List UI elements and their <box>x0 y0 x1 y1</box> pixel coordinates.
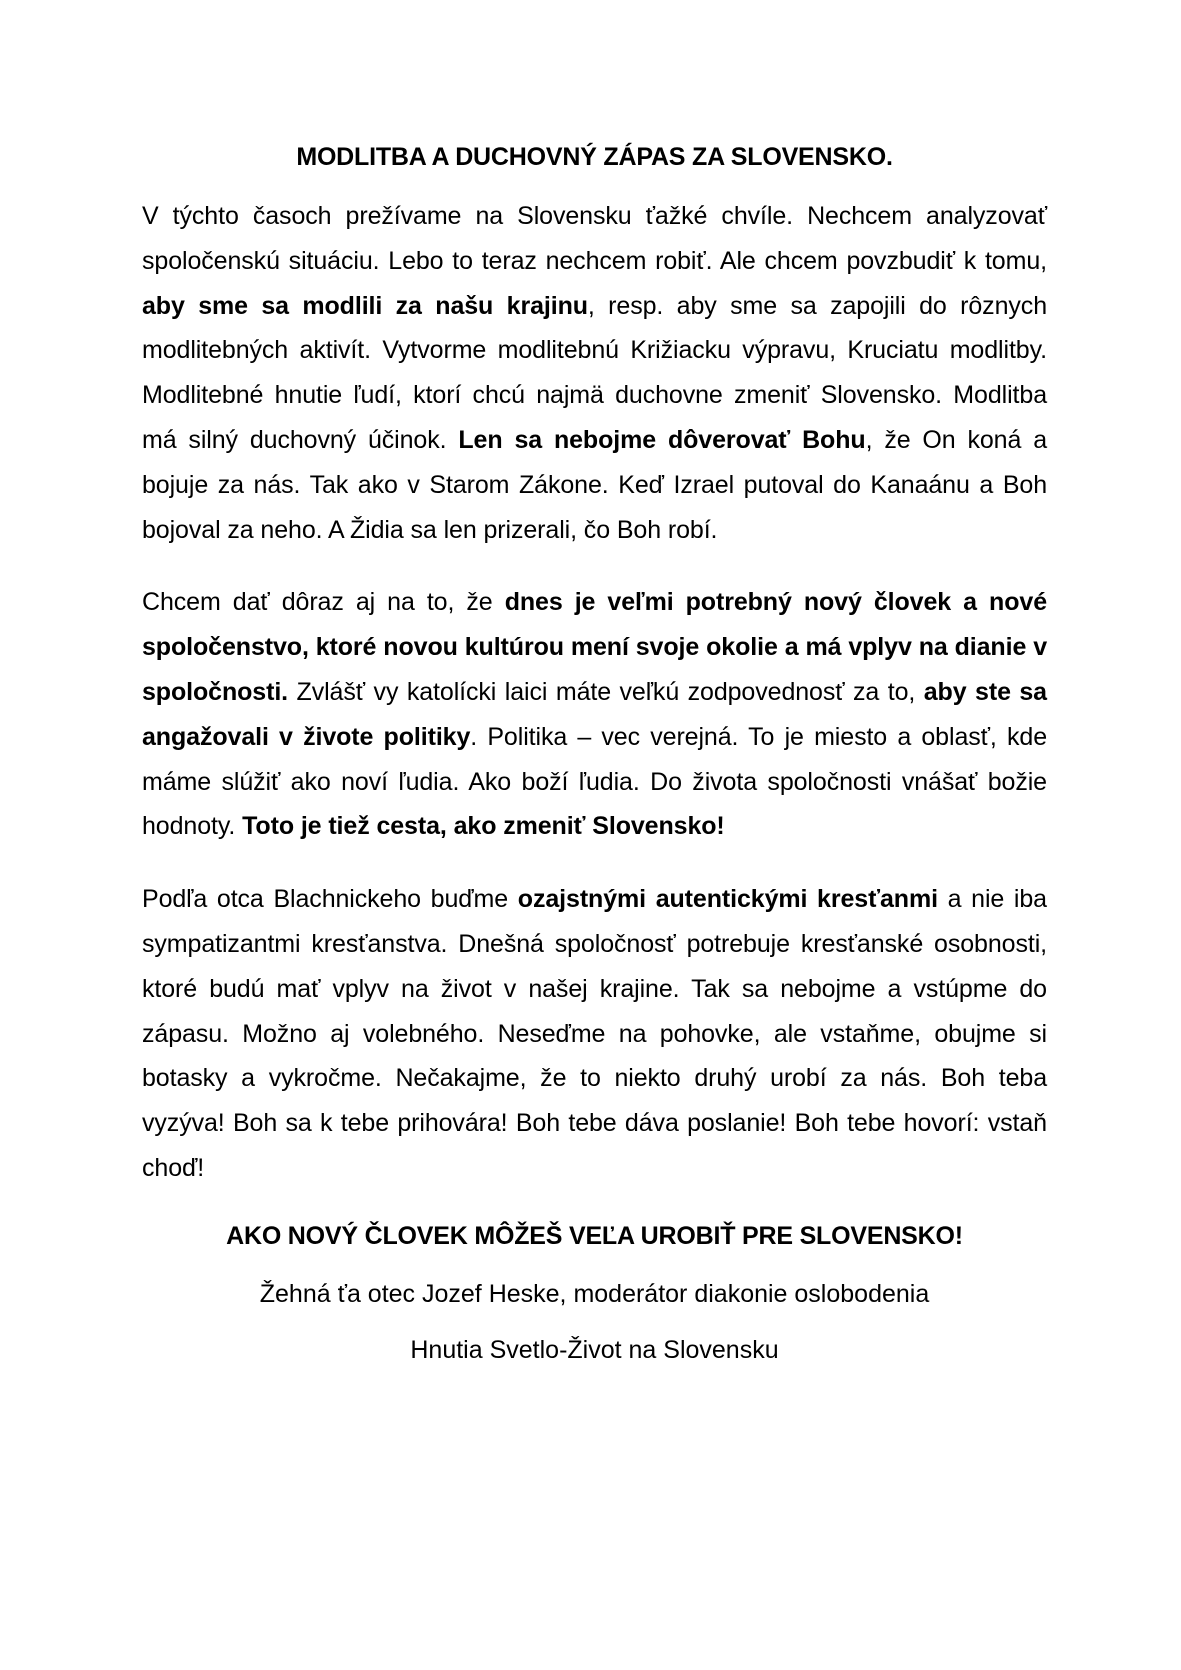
document-title: MODLITBA A DUCHOVNÝ ZÁPAS ZA SLOVENSKO. <box>296 143 893 171</box>
paragraph-3-text-c: a nie iba sympatizantmi kresťanstva. Dnešná spoločnosť potrebuje kresťanské osobnosti, ktoré budú mať vplyv na život v našej krajine. Tak sa nebojme a vstúpme do zápasu. Možno aj volebného. Neseďme na pohovke, ale vstaňme, obujme si botasky a vykročme. Nečakajme, že to niekto druhý urobí za nás. Boh teba vyzýva! Boh sa k tebe prihovára! Boh tebe dáva poslanie! Boh tebe hovorí: vstaň choď! <box>142 885 1047 1182</box>
paragraph-2-bold-f: Toto je tiež cesta, ako zmeniť Slovensko! <box>242 812 725 841</box>
document-page <box>142 140 1047 1389</box>
signature-line-2: Hnutia Svetlo-Život na Slovensku <box>410 1335 779 1364</box>
paragraph-3-bold-b: ozajstnými autentickými kresťanmi <box>517 885 938 914</box>
closing-slogan: AKO NOVÝ ČLOVEK MÔŽEŠ VEĽA UROBIŤ PRE SLOVENSKO! <box>226 1221 963 1250</box>
paragraph-3-text-a: Podľa otca Blachnickeho buďme <box>142 885 518 914</box>
paragraph-2 <box>142 580 1047 849</box>
signature-line-1: Žehná ťa otec Jozef Heske, moderátor diakonie oslobodenia <box>259 1279 930 1308</box>
paragraph-2-text-a: Chcem dať dôraz aj na to, že <box>142 588 505 617</box>
paragraph-3 <box>142 877 1047 1191</box>
paragraph-2-text-e: . Politika – vec verejná. To je miesto a oblasť, kde máme slúžiť ako noví ľudia. Ako boží ľudia. Do života spoločnosti vnášať božie hodnoty. <box>142 722 1047 841</box>
paragraph-2-text-c: Zvlášť vy katolícki laici máte veľkú zodpovednosť za to, <box>288 677 924 706</box>
paragraph-2-bold-d: aby ste sa angažovali v živote politiky <box>142 677 1047 751</box>
paragraph-1 <box>142 194 1047 552</box>
paragraph-1-bold-d: Len sa nebojme dôverovať Bohu <box>458 425 866 454</box>
paragraph-1-text-c: , resp. aby sme sa zapojili do rôznych modlitebných aktivít. Vytvorme modlitebnú Križiacku výpravu, Kruciatu modlitby. Modlitebné hnutie ľudí, ktorí chcú najmä duchovne zmeniť Slovensko. Modlitba má silný duchovný účinok. <box>142 291 1047 454</box>
paragraph-1-text-e: , že On koná a bojuje za nás. Tak ako v Starom Zákone. Keď Izrael putoval do Kanaánu a Boh bojoval za neho. A Židia sa len prizerali, čo Boh robí. <box>142 425 1047 544</box>
paragraph-2-bold-b: dnes je veľmi potrebný nový človek a nové spoločenstvo, ktoré novou kultúrou mení svoje okolie a má vplyv na dianie v spoločnosti. <box>142 588 1047 706</box>
paragraph-1-text-a: V týchto časoch prežívame na Slovensku ťažké chvíle. Nechcem analyzovať spoločenskú situáciu. Lebo to teraz nechcem robiť. Ale chcem povzbudiť k tomu, <box>142 202 1047 275</box>
paragraph-1-bold-b: aby sme sa modlili za našu krajinu <box>142 291 588 320</box>
